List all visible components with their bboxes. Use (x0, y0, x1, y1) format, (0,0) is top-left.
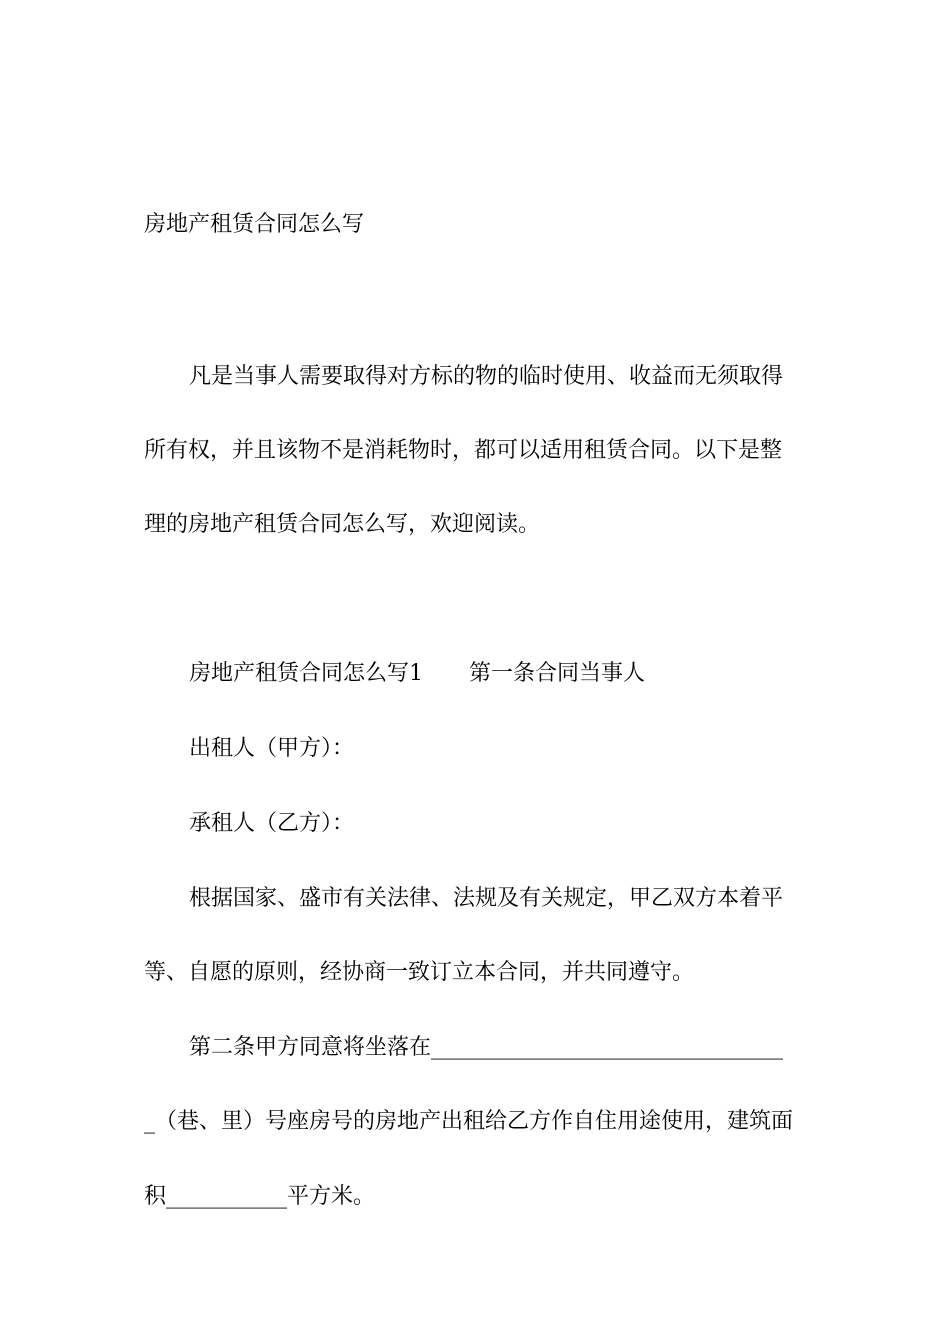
intro-line-3: 理的房地产租赁合同怎么写，欢迎阅读。 (144, 512, 541, 537)
intro-line-2: 所有权，并且该物不是消耗物时，都可以适用租赁合同。以下是整 (144, 438, 783, 463)
section1-heading: 房地产租赁合同怎么写1 (189, 661, 423, 686)
article2-line-2: _（巷、里）号座房号的房地产出租给乙方作自住用途使用，建筑面 (144, 1109, 794, 1134)
section-heading-line (189, 659, 869, 689)
lessor-line: 出租人（甲方）： (189, 736, 355, 761)
intro-line-1: 凡是当事人需要取得对方标的物的临时使用、收益而无须取得 (189, 364, 784, 389)
basis-line-2: 等、自愿的原则，经协商一致订立本合同，并共同遵守。 (144, 960, 695, 985)
article1-heading: 第一条合同当事人 (469, 661, 646, 686)
article2-line-1: 第二条甲方同意将坐落在________________________________ (189, 1035, 784, 1060)
article2-line-3: 积___________平方米。 (144, 1184, 376, 1209)
document-title: 房地产租赁合同怎么写 (144, 212, 365, 237)
basis-line-1: 根据国家、盛市有关法律、法规及有关规定，甲乙双方本着平 (189, 886, 784, 911)
lessee-line: 承租人（乙方）： (189, 811, 355, 836)
